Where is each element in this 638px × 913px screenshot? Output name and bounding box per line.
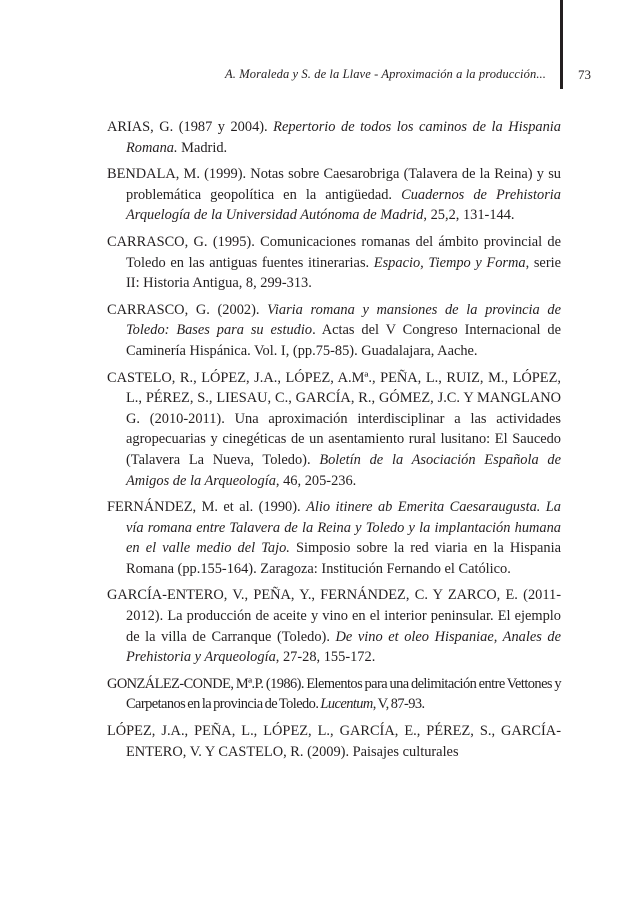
reference-text: FERNÁNDEZ, M. et al. (1990). [107,499,307,516]
reference-title: Lucentum [320,696,373,713]
reference-details: Simposio sobre la red viaria en la Hispania Romana (pp.155-164). Zaragoza: Institución Fernando el Católico. [126,540,561,577]
reference-details: , 46, 205-236. [275,472,357,489]
reference-title: De vino et oleo Hispaniae, Anales de Prehistoria y Arqueología [126,628,561,666]
reference-title: Cuadernos de Prehistoria Arquelogía de la Universidad Autónoma de Madrid [126,186,561,224]
reference-details: , 27-28, 155-172. [275,649,376,666]
reference-entry [107,117,561,158]
reference-title: Repertorio de todos los caminos de la Hispania Romana. [126,119,561,156]
reference-title: Alio itinere ab Emerita Caesaraugusta. La vía romana entre Talavera de la Reina y Toledo y la implantación humana en el valle medio del Tajo. [126,499,561,557]
reference-text: CARRASCO, G. (2002). [107,301,268,318]
page-header [0,63,638,87]
reference-entry [107,164,561,226]
reference-text: GONZÁLEZ-CONDE, Mª.P. (1986). Elementos para una delimitación entre Vettones y Carpetanos en la provincia de Toledo. [107,675,561,713]
reference-text: BENDALA, M. (1999). Notas sobre Caesarobriga (Talavera de la Reina) y su problemática geopolítica en la antigüedad. [107,166,561,203]
reference-text: CARRASCO, G. (1995). Comunicaciones romanas del ámbito provincial de Toledo en las antiguas fuentes itinerarias. [107,233,561,271]
reference-entry [107,232,561,294]
reference-details: , 25,2, 131-144. [423,207,515,224]
reference-title: Espacio, Tiempo y Forma [373,254,526,271]
reference-details: , serie II: Historia Antigua, 8, 299-313. [126,254,561,292]
reference-text: CASTELO, R., LÓPEZ, J.A., LÓPEZ, A.Mª., PEÑA, L., RUIZ, M., LÓPEZ, L., PÉREZ, S., LIESAU, C., GARCÍA, R., GÓMEZ, J.C. Y MANGLANO G. (2010-2011). Una aproximación interdisciplinar a las actividades agropecuarias y cinegéticas de un asentamiento rural lusitano: El Saucedo (Talavera La Nueva, Toledo). [107,369,561,468]
reference-title: Viaria romana y mansiones de la provincia de Toledo: Bases para su estudio [126,301,561,339]
reference-entry [107,721,561,762]
reference-details: . Actas del V Congreso Internacional de Caminería Hispánica. Vol. I, (pp.75-85). Guadalajara, Aache. [126,322,561,359]
reference-entry [107,585,561,667]
reference-details: , V, 87-93. [372,696,425,713]
reference-text: GARCÍA-ENTERO, V., PEÑA, Y., FERNÁNDEZ, C. Y ZARCO, E. (2011-2012). La producción de aceite y vino en el interior peninsular. El ejemplo de la villa de Carranque (Toledo). [107,587,561,645]
page-number: 73 [578,67,591,82]
reference-entry [107,497,561,579]
reference-list [107,117,561,768]
reference-entry [107,674,561,715]
header-vertical-rule [560,0,563,89]
reference-entry [107,368,561,492]
reference-entry [107,300,561,362]
reference-text: LÓPEZ, J.A., PEÑA, L., LÓPEZ, L., GARCÍA, E., PÉREZ, S., GARCÍA-ENTERO, V. Y CASTELO, R. (2009). Paisajes culturales [107,723,561,760]
reference-title: Boletín de la Asociación Española de Amigos de la Arqueología [126,451,561,489]
reference-details: Madrid. [177,139,228,156]
running-head: A. Moraleda y S. de la Llave - Aproximación a la producción... [225,67,546,81]
reference-text: ARIAS, G. (1987 y 2004). [107,119,274,135]
